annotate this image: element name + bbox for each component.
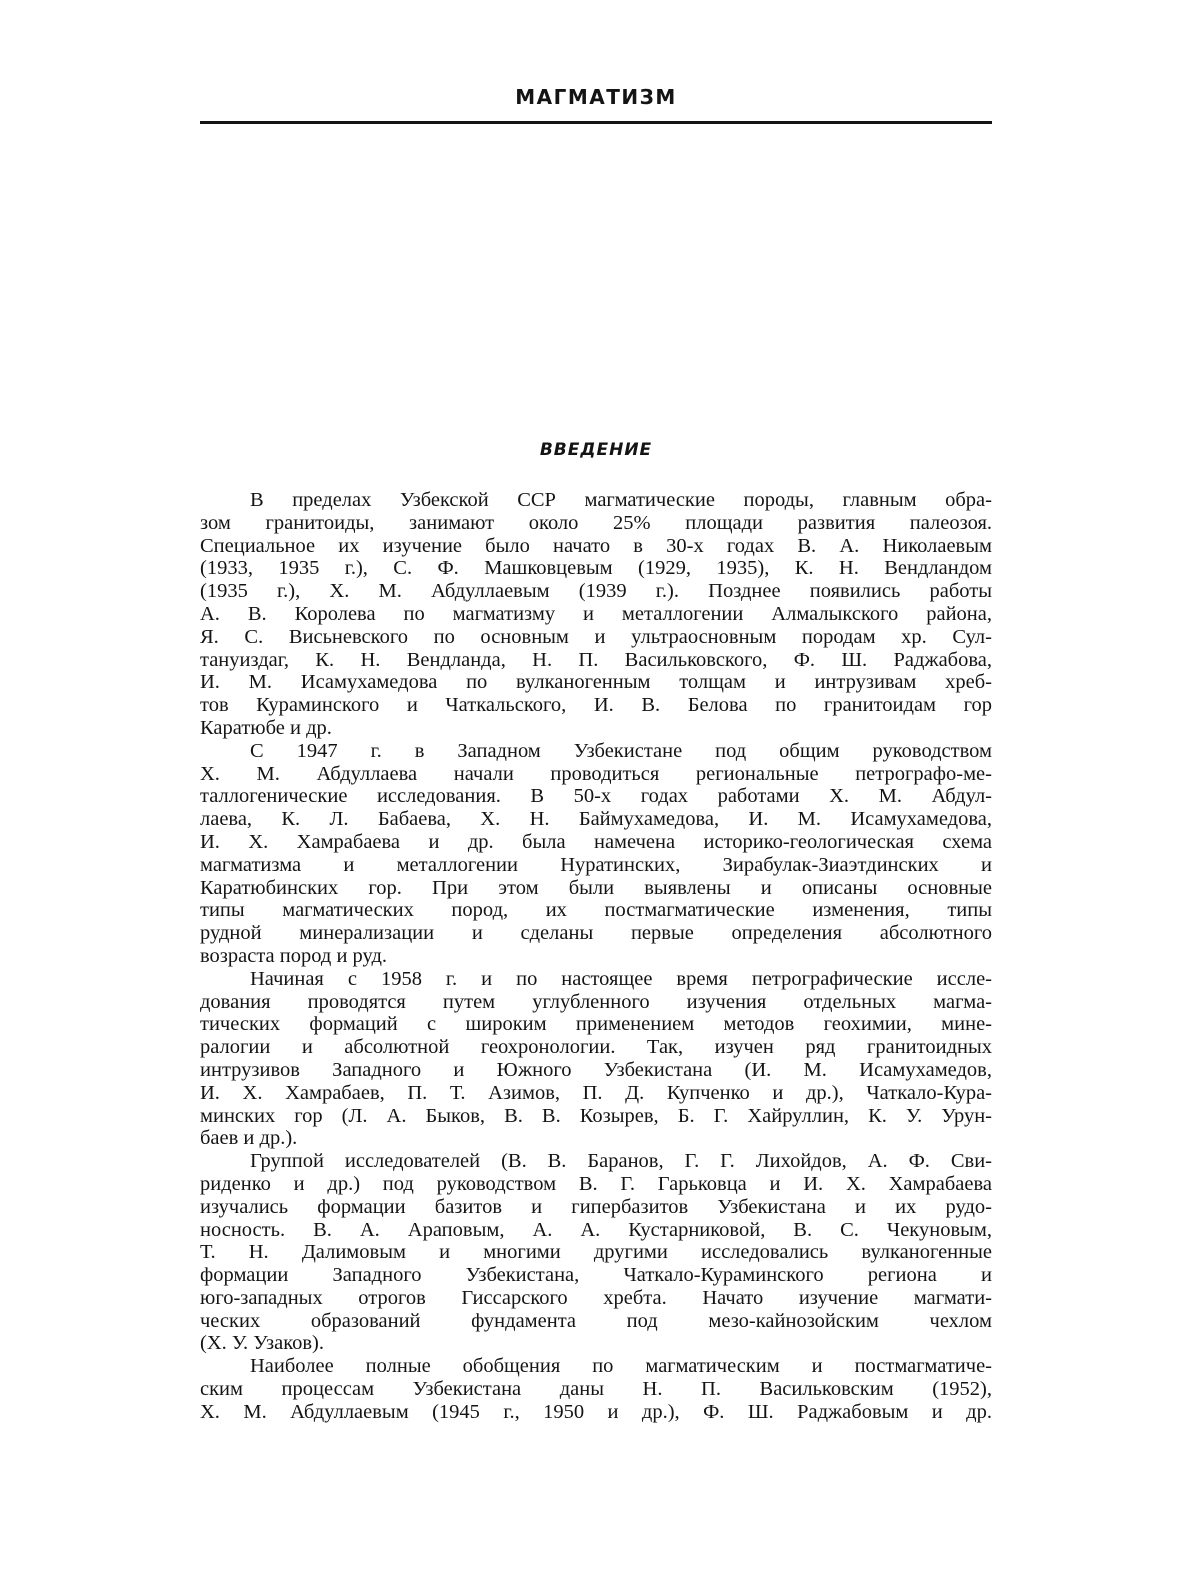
text-line: интрузивов Западного и Южного Узбекистана (И. М. Исамухамедов, <box>200 1058 992 1081</box>
text-line: ралогии и абсолютной геохронологии. Так, изучен ряд гранитоидных <box>200 1036 992 1059</box>
text-line: Я. С. Висьневского по основным и ультраосновным породам хр. Сул- <box>200 625 992 648</box>
text-line: носность. В. А. Араповым, А. А. Кустарниковой, В. С. Чекуновым, <box>200 1218 992 1241</box>
text-line: рудной минерализации и сделаны первые определения абсолютного <box>200 922 992 945</box>
text-line: минских гор (Л. А. Быков, В. В. Козырев, Б. Г. Хайруллин, К. У. Урун- <box>200 1104 992 1127</box>
text-line: возраста пород и руд. <box>200 944 388 967</box>
paragraph <box>200 740 992 968</box>
text-line: типы магматических пород, их постмагматические изменения, типы <box>200 899 992 922</box>
section-heading: ВВЕДЕНИЕ <box>539 440 653 460</box>
text-line: А. В. Королева по магматизму и металлогении Алмалыкского района, <box>200 602 992 625</box>
text-line: зом гранитоиды, занимают около 25% площади развития палеозоя. <box>200 511 992 534</box>
text-line: С 1947 г. в Западном Узбекистане под общим руководством <box>250 739 992 762</box>
text-line: риденко и др.) под руководством В. Г. Гарьковца и И. Х. Хамрабаева <box>200 1172 992 1195</box>
paragraph <box>200 1150 992 1355</box>
text-line: тануиздаг, К. Н. Вендланда, Н. П. Васильковского, Ф. Ш. Раджабова, <box>200 648 992 671</box>
text-line: И. М. Исамухамедова по вулканогенным толщам и интрузивам хреб- <box>200 671 992 694</box>
text-line: Наиболее полные обобщения по магматическим и постмагматиче- <box>250 1355 992 1378</box>
text-line: (Х. У. Узаков). <box>200 1332 325 1355</box>
text-line: И. Х. Хамрабаев, П. Т. Азимов, П. Д. Купченко и др.), Чаткало-Кура- <box>200 1081 992 1104</box>
text-line: магматизма и металлогении Нуратинских, Зирабулак-Зиаэтдинских и <box>200 853 992 876</box>
text-line: дования проводятся путем углубленного изучения отдельных магма- <box>200 990 992 1013</box>
text-line: баев и др.). <box>200 1127 298 1150</box>
text-line: (1935 г.), Х. М. Абдуллаевым (1939 г.). Позднее появились работы <box>200 580 992 603</box>
text-line: Каратюбе и др. <box>200 716 332 739</box>
text-line: тов Кураминского и Чаткальского, И. В. Белова по гранитоидам гор <box>200 694 992 717</box>
text-line: (1933, 1935 г.), С. Ф. Машковцевым (1929, 1935), К. Н. Вендландом <box>200 557 992 580</box>
text-line: Т. Н. Далимовым и многими другими исследовались вулканогенные <box>200 1241 992 1264</box>
text-line: таллогенические исследования. В 50-х годах работами Х. М. Абдул- <box>200 785 992 808</box>
text-line: Каратюбинских гор. При этом были выявлены и описаны основные <box>200 876 992 899</box>
text-line: тических формаций с широким применением методов геохимии, мине- <box>200 1013 992 1036</box>
text-line: формации Западного Узбекистана, Чаткало-Кураминского региона и <box>200 1264 992 1287</box>
body-text <box>200 489 992 1424</box>
text-line: изучались формации базитов и гипербазитов Узбекистана и их рудо- <box>200 1195 992 1218</box>
paragraph <box>200 968 992 1150</box>
text-line: юго-западных отрогов Гиссарского хребта. Начато изучение магмати- <box>200 1286 992 1309</box>
text-line: ческих образований фундамента под мезо-кайнозойским чехлом <box>200 1309 992 1332</box>
text-line: Начиная с 1958 г. и по настоящее время петрографические иссле- <box>250 967 992 990</box>
page-running-title: МАГМАТИЗМ <box>515 85 677 109</box>
text-line: В пределах Узбекской ССР магматические породы, главным обра- <box>250 489 992 511</box>
text-line: лаева, К. Л. Бабаева, Х. Н. Баймухамедова, И. М. Исамухамедова, <box>200 808 992 831</box>
text-line: ским процессам Узбекистана даны Н. П. Васильковским (1952), <box>200 1378 992 1401</box>
text-line: Группой исследователей (В. В. Баранов, Г. Г. Лихойдов, А. Ф. Сви- <box>250 1150 992 1173</box>
header-rule <box>200 121 992 124</box>
text-line: И. Х. Хамрабаева и др. была намечена историко-геологическая схема <box>200 830 992 853</box>
paragraph <box>200 1355 992 1423</box>
text-line: Х. М. Абдуллаевым (1945 г., 1950 и др.), Ф. Ш. Раджабовым и др. <box>200 1400 992 1423</box>
paragraph <box>200 489 992 740</box>
text-line: Х. М. Абдуллаева начали проводиться региональные петрографо-ме- <box>200 762 992 785</box>
text-line: Специальное их изучение было начато в 30-х годах В. А. Николаевым <box>200 534 992 557</box>
